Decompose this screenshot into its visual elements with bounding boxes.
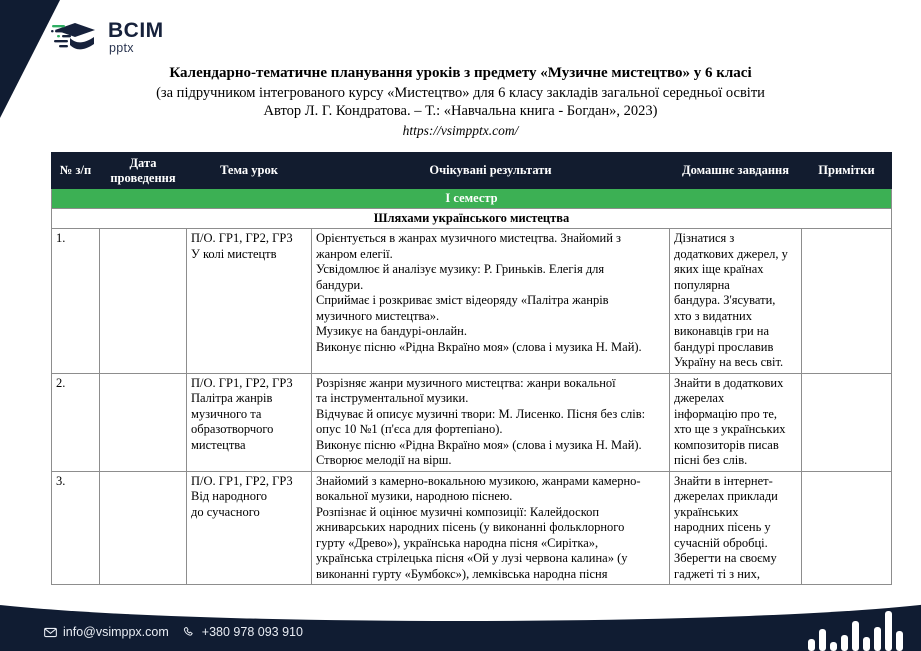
table-row: [52, 471, 892, 585]
text-line: джерелах: [674, 391, 725, 405]
graduation-cap-icon: [50, 20, 100, 54]
cell-results: [312, 471, 670, 585]
text-line: жанром елегії.: [316, 246, 393, 261]
column-header-date: Дата проведення: [100, 153, 187, 189]
cell-number: 3.: [52, 471, 100, 585]
envelope-icon: [44, 626, 57, 639]
text-line: додаткових джерел, у: [674, 246, 788, 261]
text-line: Сприймає і розкриває зміст відеоряду «Палітра жанрів: [316, 293, 609, 307]
text-line: П/О. ГР1, ГР2, ГР3: [191, 375, 293, 390]
cell-results: [312, 229, 670, 374]
cell-homework: [670, 229, 802, 374]
text-line: Виконує пісню «Рідна Вкраїно моя» (слова і музика Н. Май).: [316, 437, 642, 452]
text-line: хто з видатних: [674, 308, 752, 323]
column-header-number: № з/п: [52, 153, 100, 189]
cell-date: [100, 373, 187, 471]
lesson-plan-table: [51, 152, 892, 585]
column-header-results: Очікувані результати: [312, 153, 670, 189]
text-line: Орієнтується в жанрах музичного мистецтва. Знайомий з: [316, 231, 621, 245]
text-line: українська стрілецька пісня «Ой у лузі червона калина» (у: [316, 551, 628, 565]
text-line: Розрізняє жанри музичного мистецтва: жанри вокальної: [316, 375, 616, 390]
cell-number: 2.: [52, 373, 100, 471]
brand-title: BCIM: [108, 19, 164, 42]
text-line: Знайомий з камерно-вокальною музикою, жанрами камерно-: [316, 473, 641, 488]
text-line: жниварських народних пісень (у виконанні фольклорного: [316, 520, 625, 534]
text-line: Відчуває й описує музичні твори: М. Лисенко. Пісня без слів:: [316, 406, 646, 421]
cell-homework: [670, 471, 802, 585]
equalizer-bar: [808, 639, 815, 651]
column-header-topic: Тема урок: [187, 153, 312, 189]
text-line: джерелах приклади: [674, 489, 778, 503]
text-line: сучасній обробці.: [674, 535, 768, 550]
text-line: пісні без слів.: [674, 453, 748, 467]
text-line: Знайти в додаткових: [674, 375, 784, 390]
brand-logo: [50, 20, 164, 55]
title-line-3: Автор Л. Г. Кондратова. – Т.: «Навчальна книга - Богдан», 2023): [263, 103, 658, 120]
table-header-row: [52, 153, 892, 189]
equalizer-bar: [841, 635, 848, 651]
text-line: вокальної музики, народною піснею.: [316, 489, 513, 503]
cell-homework: [670, 373, 802, 471]
text-line: Виконує пісню «Рідна Вкраїно моя» (слова і музика Н. Май).: [316, 339, 642, 354]
text-line: українських: [674, 504, 739, 519]
page-title: [50, 64, 871, 140]
phone-icon: [183, 626, 196, 639]
equalizer-bar: [819, 629, 826, 651]
text-line: Знайти в інтернет-: [674, 473, 773, 488]
footer-curve-shape: [0, 595, 921, 621]
brand-subtitle: pptx: [109, 41, 134, 55]
text-line: та інструментальної музики.: [316, 391, 469, 405]
cell-topic: [187, 373, 312, 471]
text-line: народних пісень у: [674, 520, 771, 534]
column-header-homework: Домашнє завдання: [670, 153, 802, 189]
table-body: [52, 189, 892, 585]
text-line: Палітра жанрів: [191, 391, 273, 405]
text-line: У колі мистецтв: [191, 246, 277, 261]
section-title-row: [52, 209, 892, 229]
equalizer-bar: [874, 627, 881, 651]
text-line: виконавців гри на: [674, 324, 770, 338]
text-line: хто ще з українських: [674, 422, 786, 436]
cell-notes: [802, 471, 892, 585]
text-line: композиторів писав: [674, 437, 779, 452]
text-line: Україну на весь світ.: [674, 355, 784, 369]
text-line: Усвідомлює й аналізує музику: Р. Гриньків. Елегія для: [316, 262, 605, 276]
text-line: музичного мистецтва».: [316, 308, 440, 323]
text-line: гурту «Древо»), українська народна пісня «Сирітка»,: [316, 535, 599, 550]
text-line: виконанні гурту «Бумбокс»), лемківська народна пісня: [316, 566, 608, 581]
cell-topic: [187, 229, 312, 374]
text-line: Створює мелодії на вірш.: [316, 453, 452, 467]
text-line: популярна: [674, 277, 730, 292]
cell-date: [100, 471, 187, 585]
text-line: опус 10 №1 (п'єса для фортепіано).: [316, 422, 503, 436]
text-line: Дізнатися з: [674, 231, 735, 245]
page-footer: [0, 595, 921, 651]
text-line: Зберегти на своєму: [674, 551, 777, 565]
equalizer-bar: [852, 621, 859, 651]
footer-phone-text: +380 978 093 910: [201, 625, 303, 639]
semester-label: І семестр: [52, 189, 892, 209]
section-label: Шляхами українського мистецтва: [52, 209, 892, 229]
cell-results: [312, 373, 670, 471]
text-line: Музикує на бандурі-онлайн.: [316, 324, 468, 338]
cell-notes: [802, 373, 892, 471]
text-line: інформацію про те,: [674, 406, 778, 421]
equalizer-bar: [863, 637, 870, 651]
cell-notes: [802, 229, 892, 374]
table-row: [52, 373, 892, 471]
title-line-2: (за підручником інтегрованого курсу «Мистецтво» для 6 класу закладів загальної середньої освіти: [156, 84, 765, 101]
text-line: яких іще країнах: [674, 262, 764, 276]
equalizer-bars-icon: [808, 599, 903, 651]
footer-email-text: info@vsimppx.com: [63, 625, 169, 639]
text-line: бандурі прославив: [674, 339, 774, 354]
title-line-1: Календарно-тематичне планування уроків з предмету «Музичне мистецтво» у 6 класі: [169, 65, 752, 81]
source-url: https://vsimpptx.com/: [402, 123, 519, 139]
text-line: Розпізнає й оцінює музичні композиції: Калейдоскоп: [316, 504, 600, 519]
footer-email[interactable]: [44, 625, 169, 639]
text-line: Від народного: [191, 489, 268, 503]
text-line: бандура. З'ясувати,: [674, 293, 776, 307]
text-line: П/О. ГР1, ГР2, ГР3: [191, 231, 293, 245]
table-row: [52, 229, 892, 374]
text-line: гаджеті ті з них,: [674, 566, 760, 581]
text-line: образотворчого: [191, 422, 274, 436]
text-line: до сучасного: [191, 504, 260, 519]
brand-text: [108, 20, 164, 55]
equalizer-bar: [896, 631, 903, 651]
cell-number: 1.: [52, 229, 100, 374]
text-line: П/О. ГР1, ГР2, ГР3: [191, 473, 293, 488]
text-line: мистецтва: [191, 437, 246, 452]
equalizer-bar: [885, 611, 892, 651]
text-line: музичного та: [191, 406, 262, 421]
cell-topic: [187, 471, 312, 585]
cell-date: [100, 229, 187, 374]
column-header-notes: Примітки: [802, 153, 892, 189]
semester-banner-row: [52, 189, 892, 209]
table-header: [52, 153, 892, 189]
footer-contacts: [44, 625, 303, 639]
footer-phone[interactable]: [183, 625, 303, 639]
equalizer-bar: [830, 642, 837, 651]
text-line: бандури.: [316, 277, 364, 292]
